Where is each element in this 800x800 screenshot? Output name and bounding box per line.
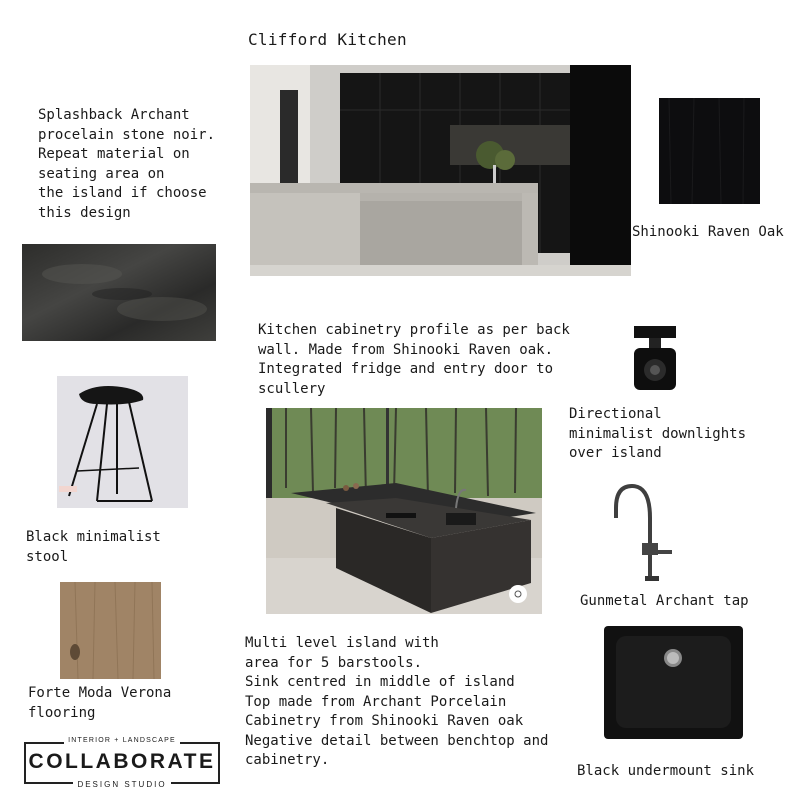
cabinetry-note: Kitchen cabinetry profile as per back wall. Made from Shinooki Raven oak. Integrated fridge and entry door to scullery	[258, 322, 570, 397]
flooring-label: Forte Moda Verona flooring	[28, 685, 172, 721]
logo-top-text: INTERIOR + LANDSCAPE	[64, 737, 180, 744]
raven-oak-label: Shinooki Raven Oak	[632, 224, 784, 240]
tap-label: Gunmetal Archant tap	[580, 593, 749, 609]
tap-photo	[610, 478, 680, 583]
splashback-note: Splashback Archant procelain stone noir. Repeat material on seating area on the island if choose this design	[38, 107, 216, 221]
island-note: Multi level island with area for 5 barstools. Sink centred in middle of island Top made from Archant Porcelain Cabinetry from Shinooki Raven oak Negative detail between benchtop and cabinetry.	[245, 635, 549, 768]
flooring-swatch	[60, 582, 161, 679]
sink-label: Black undermount sink	[577, 763, 755, 779]
collaborate-logo	[24, 737, 220, 789]
sink-photo	[604, 626, 743, 739]
island-photo	[266, 408, 542, 614]
page-title: Clifford Kitchen	[248, 30, 407, 49]
logo-main-text: COLLABORATE	[28, 750, 216, 773]
kitchen-main-photo	[250, 65, 631, 276]
downlight-photo	[630, 326, 680, 392]
logo-bottom-text: DESIGN STUDIO	[73, 780, 170, 789]
stone-noir-swatch	[22, 244, 216, 341]
downlights-label: Directional minimalist downlights over island	[569, 406, 747, 461]
raven-oak-swatch	[659, 98, 760, 204]
stool-photo	[57, 376, 188, 508]
stool-label: Black minimalist stool	[26, 529, 161, 565]
